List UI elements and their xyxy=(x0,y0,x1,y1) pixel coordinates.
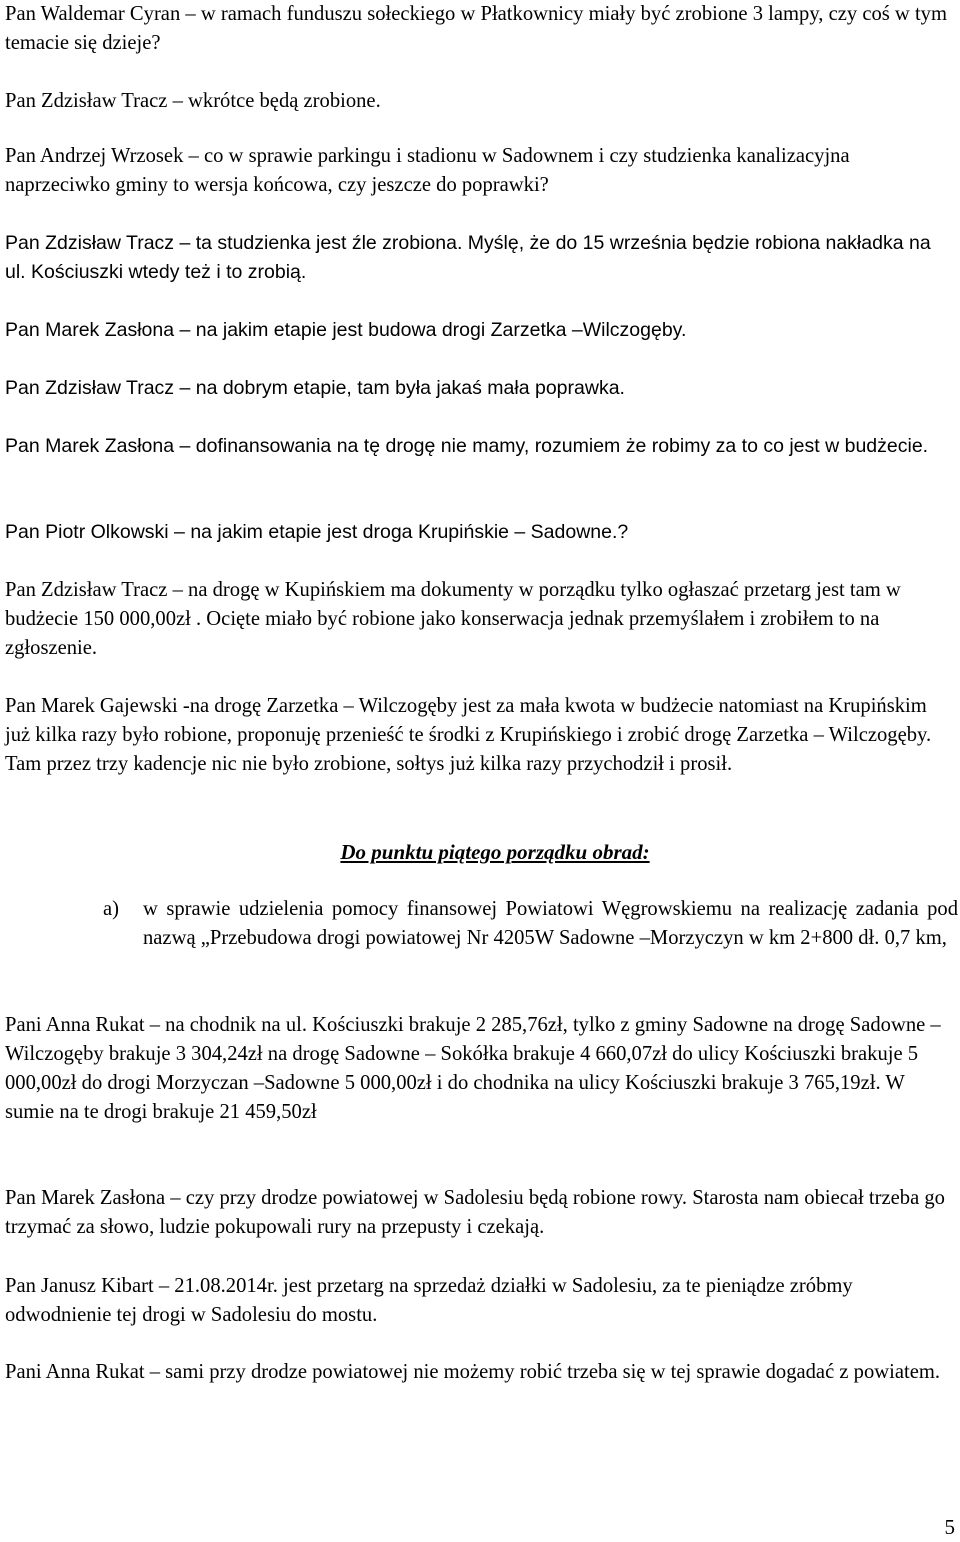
section-heading: Do punktu piątego porządku obrad: xyxy=(340,840,650,864)
paragraph-rukat-district: Pani Anna Rukat – sami przy drodze powiatowej nie możemy robić trzeba się w tej sprawie dogadać z powiatem. xyxy=(5,1361,941,1383)
paragraph-zaslona-ditches: Pan Marek Zasłona – czy przy drodze powiatowej w Sadolesiu będą robione rowy. Starosta nam obiecał trzeba go trzymać za słowo, ludzie pokupowali rury na przepusty i czekają. xyxy=(5,1187,945,1238)
list-item-text: w sprawie udzielenia pomocy finansowej Powiatowi Węgrowskiemu na realizację zadania pod nazwą „Przebudowa drogi powiatowej Nr 4205W Sadowne –Morzyczyn w km 2+800 dł. 0,7 km, xyxy=(143,898,958,949)
paragraph-zaslona-funding: Pan Marek Zasłona – dofinansowania na tę drogę nie mamy, rozumiem że robimy za to co jest w budżecie. xyxy=(5,435,929,457)
page-number: 5 xyxy=(944,1515,955,1539)
paragraph-cyran-lamps: Pan Waldemar Cyran – w ramach funduszu sołeckiego w Płatkownicy miały być zrobione 3 lampy, czy coś w tym temacie się dzieje? xyxy=(5,3,947,54)
paragraph-tracz-good-stage: Pan Zdzisław Tracz – na dobrym etapie, tam była jakaś mała poprawka. xyxy=(5,377,625,399)
paragraph-kibart-tender: Pan Janusz Kibart – 21.08.2014r. jest przetarg na sprzedaż działki w Sadolesiu, za te pieniądze zróbmy odwodnienie tej drogi w Sadolesiu do mostu. xyxy=(5,1275,853,1326)
paragraph-gajewski-road: Pan Marek Gajewski -na drogę Zarzetka – Wilczogęby jest za mała kwota w budżecie natomiast na Krupińskim już kilka razy było robione, proponuję przenieść te środki z Krupińskiego i zrobić drogę Zarzetka – Wilczogęby. Tam przez trzy kadencje nic nie było zrobione, sołtys już kilka razy przychodził i prosił. xyxy=(5,695,932,775)
paragraph-wrzosek-parking: Pan Andrzej Wrzosek – co w sprawie parkingu i stadionu w Sadownem i czy studzienka kanalizacyjna naprzeciwko gminy to wersja końcowa, czy jeszcze do poprawki? xyxy=(5,145,850,196)
paragraph-tracz-documents: Pan Zdzisław Tracz – na drogę w Kupińskiem ma dokumenty w porządku tylko ogłaszać przetarg jest tam w budżecie 150 000,00zł . Ocięte miało być robione jako konserwacja jednak przemyślałem i zrobiłem to na zgłoszenie. xyxy=(5,579,901,659)
paragraph-rukat-shortfall: Pani Anna Rukat – na chodnik na ul. Kościuszki brakuje 2 285,76zł, tylko z gminy Sadowne na drogę Sadowne – Wilczogęby brakuje 3 304,24zł na drogę Sadowne – Sokółka brakuje 4 660,07zł do ulicy Kościuszki brakuje 5 000,00zł do drogi Morzyczan –Sadowne 5 000,00zł i do chodnika na ulicy Kościuszki brakuje 3 765,19zł. W sumie na te drogi brakuje 21 459,50zł xyxy=(5,1014,941,1123)
paragraph-olkowski-road: Pan Piotr Olkowski – na jakim etapie jest droga Krupińskie – Sadowne.? xyxy=(5,521,629,543)
paragraph-zaslona-road-stage: Pan Marek Zasłona – na jakim etapie jest budowa drogi Zarzetka –Wilczogęby. xyxy=(5,319,687,341)
paragraph-tracz-soon: Pan Zdzisław Tracz – wkrótce będą zrobione. xyxy=(5,90,381,112)
paragraph-tracz-manhole: Pan Zdzisław Tracz – ta studzienka jest źle zrobiona. Myślę, że do 15 września będzie robiona nakładka na ul. Kościuszki wtedy też i to zrobią. xyxy=(5,232,931,283)
list-item-label: a) xyxy=(103,898,119,920)
